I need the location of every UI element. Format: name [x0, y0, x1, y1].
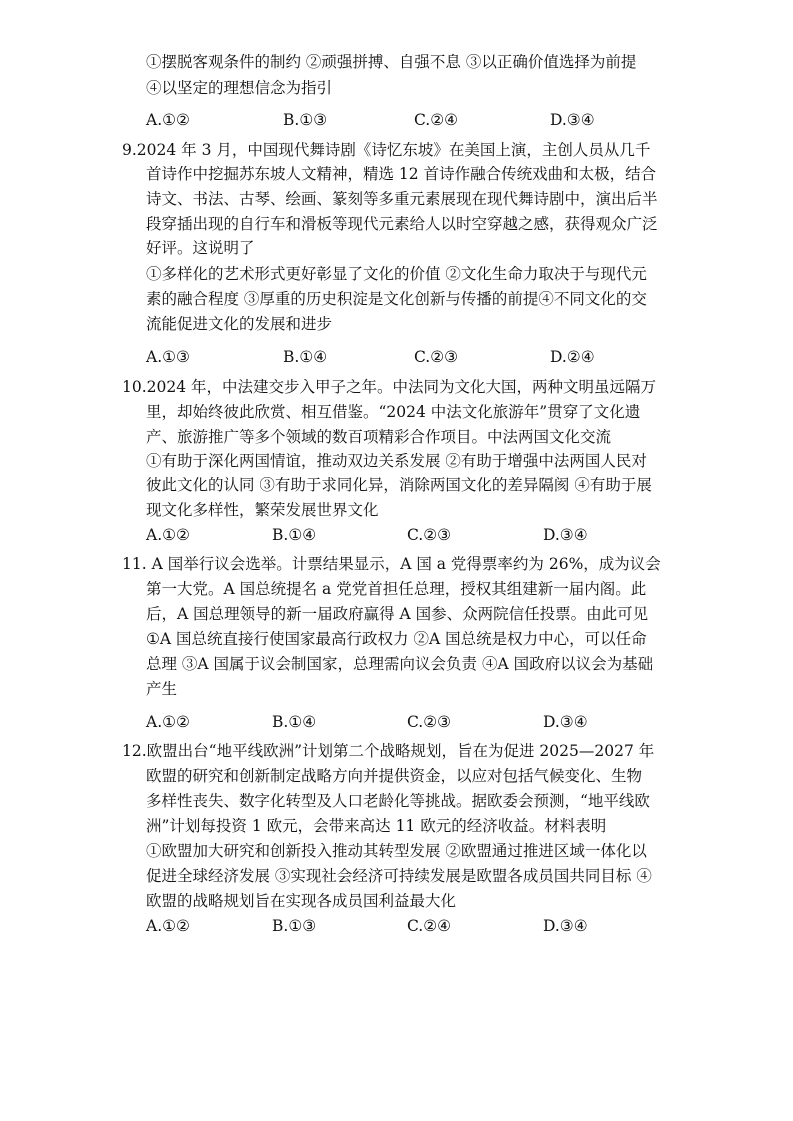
q9-option-c[interactable]: C.②③ — [414, 348, 459, 366]
q8-option-d[interactable]: D.③④ — [550, 111, 595, 129]
q9-statement-line: ①多样化的艺术形式更好彰显了文化的价值 ②文化生命力取决于与现代元 — [146, 265, 647, 283]
q9-option-b[interactable]: B.①④ — [283, 348, 328, 366]
q10-stem-line: 产、旅游推广等多个领域的数百项精彩合作项目。中法两国文化交流 — [146, 428, 612, 446]
q11-option-c[interactable]: C.②③ — [407, 713, 452, 731]
q12-option-c[interactable]: C.②④ — [407, 917, 452, 935]
q8-option-a[interactable]: A.①② — [146, 111, 190, 129]
q12-stem-line: 洲”计划每投资 1 欧元，会带来高达 11 欧元的经济收益。材料表明 — [146, 817, 607, 835]
q9-statement-line: 素的融合程度 ③厚重的历史积淀是文化创新与传播的前提④不同文化的交 — [146, 290, 647, 308]
q8-statement-line-1: ①摆脱客观条件的制约 ②顽强拼搏、自强不息 ③以正确价值选择为前提 — [146, 53, 637, 71]
q10-option-d[interactable]: D.③④ — [543, 526, 588, 544]
q12-option-d[interactable]: D.③④ — [543, 917, 588, 935]
q9-statement-line: 流能促进文化的发展和进步 — [146, 315, 333, 333]
q10-statement-line: 彼此文化的认同 ③有助于求同化异，消除两国文化的差异隔阂 ④有助于展 — [146, 476, 652, 494]
q11-statement-line: 总理 ③A 国属于议会制国家，总理需向议会负责 ④A 国政府以议会为基础 — [146, 655, 654, 673]
q9-option-a[interactable]: A.①③ — [146, 348, 190, 366]
q12-statement-line: 欧盟的战略规划旨在实现各成员国利益最大化 — [146, 892, 457, 910]
q10-option-b[interactable]: B.①④ — [272, 526, 317, 544]
q12-stem-line: 多样性丧失、数字化转型及人口老龄化等挑战。据欧委会预测，“地平线欧 — [146, 792, 650, 810]
q9-stem-line: 诗文、书法、古琴、绘画、篆刻等多重元素展现在现代舞诗剧中，演出后半 — [146, 190, 658, 208]
q11-stem-line: 后，A 国总理领导的新一届政府赢得 A 国参、众两院信任投票。由此可见 — [146, 605, 649, 623]
q11-stem-line: 11. A 国举行议会选举。计票结果显示，A 国 a 党得票率约为 26%，成为议会 — [122, 555, 661, 573]
q12-option-b[interactable]: B.①③ — [272, 917, 317, 935]
q11-stem-line: 第一大党。A 国总统提名 a 党党首担任总理，授权其组建新一届内阁。此 — [146, 580, 647, 598]
q12-stem-line: 12.欧盟出台“地平线欧洲”计划第二个战略规划，旨在为促进 2025—2027 年 — [122, 742, 655, 760]
q11-statement-line: 产生 — [146, 680, 178, 698]
q9-option-d[interactable]: D.②④ — [550, 348, 595, 366]
q12-statement-line: ①欧盟加大研究和创新投入推动其转型发展 ②欧盟通过推进区域一体化以 — [146, 842, 647, 860]
q12-stem-line: 欧盟的研究和创新制定战略方向并提供资金，以应对包括气候变化、生物 — [146, 767, 643, 785]
q12-option-a[interactable]: A.①② — [146, 917, 190, 935]
q10-option-a[interactable]: A.①② — [146, 526, 190, 544]
q9-stem-line: 9.2024 年 3 月，中国现代舞诗剧《诗忆东坡》在美国上演，主创人员从几千 — [122, 141, 651, 159]
q10-stem-line: 里，却始终彼此欣赏、相互借鉴。“2024 中法文化旅游年”贯穿了文化遗 — [146, 403, 641, 421]
q9-stem-line: 好评。这说明了 — [146, 239, 255, 257]
q9-stem-line: 首诗作中挖掘苏东坡人文精神，精选 12 首诗作融合传统戏曲和太极，结合 — [146, 165, 657, 183]
q8-option-b[interactable]: B.①③ — [283, 111, 328, 129]
q11-option-b[interactable]: B.①④ — [272, 713, 317, 731]
q11-option-a[interactable]: A.①② — [146, 713, 190, 731]
q8-statement-line-2: ④以坚定的理想信念为指引 — [146, 79, 333, 97]
q8-option-c[interactable]: C.②④ — [414, 111, 459, 129]
q9-stem-line: 段穿插出现的自行车和滑板等现代元素给人以时空穿越之感，获得观众广泛 — [146, 215, 658, 233]
q10-stem-line: 10.2024 年，中法建交步入甲子之年。中法同为文化大国，两种文明虽远隔万 — [122, 378, 657, 396]
q10-option-c[interactable]: C.②③ — [407, 526, 452, 544]
q11-statement-line: ①A 国总统直接行使国家最高行政权力 ②A 国总统是权力中心，可以任命 — [146, 630, 647, 648]
q11-option-d[interactable]: D.③④ — [543, 713, 588, 731]
q12-statement-line: 促进全球经济发展 ③实现社会经济可持续发展是欧盟各成员国共同目标 ④ — [146, 867, 652, 885]
q10-statement-line: 现文化多样性，繁荣发展世界文化 — [146, 501, 379, 519]
q10-statement-line: ①有助于深化两国情谊，推动双边关系发展 ②有助于增强中法两国人民对 — [146, 452, 647, 470]
